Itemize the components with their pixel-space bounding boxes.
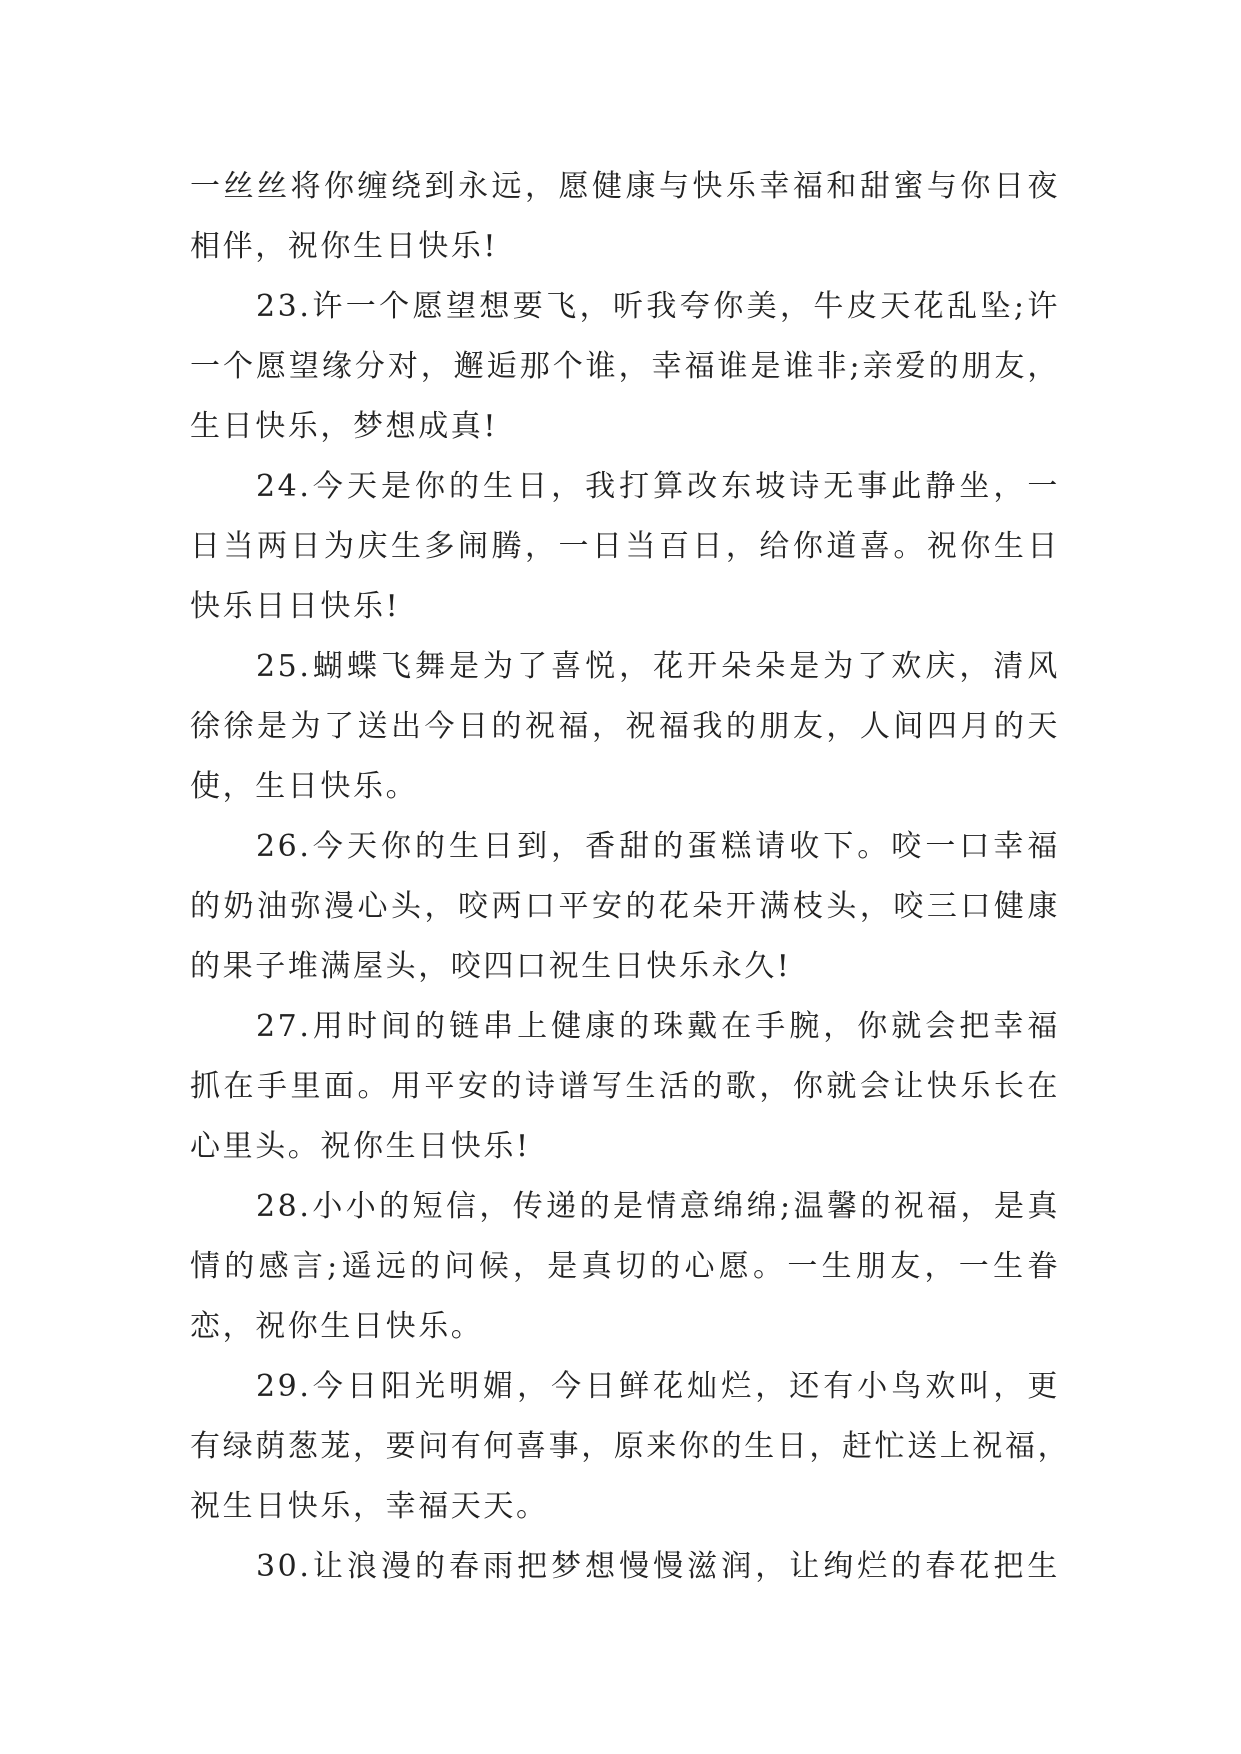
text-line: 生日快乐，梦想成真! <box>190 409 499 444</box>
text-line: 情的感言;遥远的问候，是真切的心愿。一生朋友，一生眷 <box>190 1249 1060 1284</box>
paragraph-first-line: 30.让浪漫的春雨把梦想慢慢滋润，让绚烂的春花把生 <box>256 1549 1060 1584</box>
paragraph-first-line: 29.今日阳光明媚，今日鲜花灿烂，还有小鸟欢叫，更 <box>256 1369 1060 1404</box>
paragraph-first-line: 24.今天是你的生日，我打算改东坡诗无事此静坐，一 <box>256 469 1060 504</box>
paragraph-first-line: 28.小小的短信，传递的是情意绵绵;温馨的祝福，是真 <box>256 1189 1060 1224</box>
document-body <box>190 157 1071 1597</box>
text-line: 相伴，祝你生日快乐! <box>190 229 499 264</box>
text-line: 日当两日为庆生多闹腾，一日当百日，给你道喜。祝你生日 <box>190 529 1060 564</box>
text-line: 使，生日快乐。 <box>190 769 419 804</box>
paragraph-first-line: 25.蝴蝶飞舞是为了喜悦，花开朵朵是为了欢庆，清风 <box>256 649 1060 684</box>
paragraph-first-line: 26.今天你的生日到，香甜的蛋糕请收下。咬一口幸福 <box>256 829 1060 864</box>
paragraph-first-line: 27.用时间的链串上健康的珠戴在手腕，你就会把幸福 <box>256 1009 1060 1044</box>
paragraph-first-line: 23.许一个愿望想要飞，听我夸你美，牛皮天花乱坠;许 <box>256 289 1060 324</box>
text-line: 的奶油弥漫心头，咬两口平安的花朵开满枝头，咬三口健康 <box>190 889 1060 924</box>
text-line: 恋，祝你生日快乐。 <box>190 1309 484 1344</box>
text-line: 一个愿望缘分对，邂逅那个谁，幸福谁是谁非;亲爱的朋友， <box>190 349 1060 384</box>
text-line: 祝生日快乐，幸福天天。 <box>190 1489 549 1524</box>
text-line: 有绿荫葱茏，要问有何喜事，原来你的生日，赶忙送上祝福， <box>190 1429 1071 1464</box>
text-line: 快乐日日快乐! <box>190 589 401 624</box>
text-line: 抓在手里面。用平安的诗谱写生活的歌，你就会让快乐长在 <box>190 1069 1060 1104</box>
text-line: 徐徐是为了送出今日的祝福，祝福我的朋友，人间四月的天 <box>190 709 1060 744</box>
text-line: 的果子堆满屋头，咬四口祝生日快乐永久! <box>190 949 792 984</box>
text-line: 心里头。祝你生日快乐! <box>190 1129 531 1164</box>
text-line: 一丝丝将你缠绕到永远，愿健康与快乐幸福和甜蜜与你日夜 <box>190 169 1060 204</box>
